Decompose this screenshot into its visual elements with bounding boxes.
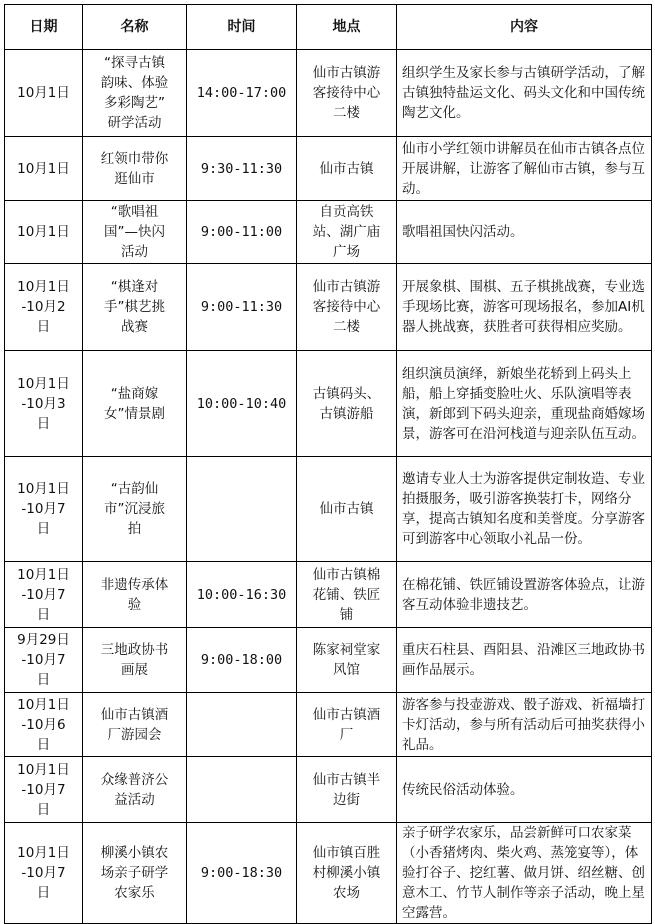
cell-content — [397, 823, 652, 924]
cell-date — [5, 351, 83, 457]
cell-content-text: 仙市小学红领巾讲解员在仙市古镇各点位开展讲解，让游客了解仙市古镇，参与互动。 — [402, 140, 645, 197]
table-row — [5, 693, 652, 757]
table-row — [5, 201, 652, 264]
cell-date-text: 10月1日 -10月7 日 — [17, 481, 70, 537]
cell-name — [83, 562, 187, 628]
cell-time — [187, 693, 297, 757]
cell-time — [187, 457, 297, 562]
cell-content — [397, 50, 652, 137]
cell-name — [83, 628, 187, 693]
cell-content — [397, 628, 652, 693]
cell-place — [297, 264, 397, 351]
cell-time-text: 10:00-10:40 — [196, 395, 287, 412]
cell-place-text: 仙市古镇游 客接待中心 二楼 — [312, 279, 381, 335]
table-row — [5, 628, 652, 693]
cell-place — [297, 201, 397, 264]
cell-date — [5, 264, 83, 351]
cell-place-text: 古镇码头、 古镇游船 — [312, 385, 381, 422]
cell-place — [297, 50, 397, 137]
cell-content-text: 在棉花铺、铁匠铺设置游客体验点，让游客互动体验非遗技艺。 — [402, 576, 645, 613]
cell-name-text: 红领巾带你 逛仙市 — [100, 150, 169, 187]
cell-content — [397, 137, 652, 201]
cell-content-text: 开展象棋、围棋、五子棋挑战赛，专业选手现场比赛，游客可现场报名，参加AI机器人挑战赛，获胜者可获得相应奖励。 — [402, 279, 645, 335]
cell-date-text: 10月1日 — [17, 224, 70, 240]
cell-content-text: 传统民俗活动体验。 — [402, 781, 524, 798]
cell-name — [83, 264, 187, 351]
cell-name-text: “棋逢对 手”棋艺挑 战赛 — [104, 279, 165, 335]
header-time: 时间 — [187, 5, 297, 50]
cell-name — [83, 201, 187, 264]
cell-time-text: 9:00-11:30 — [200, 299, 283, 315]
cell-date-text: 10月1日 -10月7 日 — [17, 845, 70, 901]
cell-content-text: 组织学生及家长参与古镇研学活动，了解古镇独特盐运文化、码头文化和中国传统陶艺文化。 — [402, 65, 645, 121]
cell-content — [397, 562, 652, 628]
cell-time-text: 10:00-16:30 — [196, 586, 287, 603]
cell-place-text: 自贡高铁 站、湖广庙 广场 — [312, 204, 381, 260]
event-schedule-table — [4, 4, 652, 924]
cell-place-text: 仙市镇百胜 村柳溪小镇 农场 — [312, 845, 381, 901]
cell-content-text: 组织演员演绎，新娘坐花轿到上码头上船，船上穿插变脸吐火、乐队演唱等表演，新郎到下码头迎亲，重现盐商婚嫁场景，游客可在沿河栈道与迎亲队伍互动。 — [402, 365, 645, 442]
table-row — [5, 562, 652, 628]
cell-date-text: 10月1日 — [17, 85, 70, 101]
cell-name — [83, 351, 187, 457]
cell-time-text: 14:00-17:00 — [196, 85, 287, 101]
table-row — [5, 823, 652, 924]
cell-name — [83, 757, 187, 823]
cell-content-text: 重庆石柱县、酉阳县、沿滩区三地政协书画作品展示。 — [402, 642, 645, 678]
cell-content — [397, 457, 652, 562]
cell-time — [187, 562, 297, 628]
cell-time-text: 9:00-11:00 — [200, 224, 283, 240]
table-row — [5, 757, 652, 823]
cell-time — [187, 201, 297, 264]
header-content: 内容 — [397, 5, 652, 50]
cell-time — [187, 628, 297, 693]
cell-place — [297, 693, 397, 757]
cell-name-text: 柳溪小镇农 场亲子研学 农家乐 — [100, 845, 169, 901]
cell-time — [187, 50, 297, 137]
cell-place — [297, 757, 397, 823]
cell-date-text: 10月1日 -10月3 日 — [17, 375, 70, 432]
table-row — [5, 457, 652, 562]
cell-name — [83, 693, 187, 757]
cell-place — [297, 628, 397, 693]
cell-time — [187, 137, 297, 201]
cell-name — [83, 823, 187, 924]
cell-name — [83, 457, 187, 562]
cell-date — [5, 457, 83, 562]
cell-date-text: 10月1日 -10月7 日 — [17, 566, 70, 623]
header-place: 地点 — [297, 5, 397, 50]
cell-name-text: 仙市古镇酒 厂游园会 — [100, 706, 169, 743]
cell-content-text: 歌唱祖国快闪活动。 — [402, 224, 524, 240]
table-row — [5, 264, 652, 351]
cell-date — [5, 693, 83, 757]
cell-place — [297, 351, 397, 457]
header-name: 名称 — [83, 5, 187, 50]
cell-name-text: “盐商嫁 女”情景剧 — [104, 385, 165, 422]
cell-place-text: 陈家祠堂家 风馆 — [312, 642, 381, 678]
cell-content — [397, 757, 652, 823]
table-row — [5, 351, 652, 457]
cell-date-text: 10月1日 -10月7 日 — [17, 761, 70, 818]
table-header-row — [5, 5, 652, 50]
cell-date-text: 10月1日 — [17, 160, 70, 177]
header-date: 日期 — [5, 5, 83, 50]
cell-content — [397, 264, 652, 351]
cell-content — [397, 351, 652, 457]
cell-name-text: “歌唱祖 国”—快闪 活动 — [104, 204, 165, 260]
cell-place — [297, 823, 397, 924]
cell-date-text: 10月1日 -10月6 日 — [17, 696, 70, 753]
cell-date — [5, 562, 83, 628]
cell-place — [297, 562, 397, 628]
cell-place-text: 仙市古镇酒 厂 — [312, 706, 381, 743]
table-row — [5, 137, 652, 201]
cell-place-text: 仙市古镇棉 花铺、铁匠 铺 — [312, 566, 381, 623]
cell-place — [297, 137, 397, 201]
cell-name-text: “古韵仙 市”沉浸旅 拍 — [104, 481, 165, 537]
cell-time — [187, 351, 297, 457]
cell-content — [397, 693, 652, 757]
cell-place-text: 仙市古镇半 边街 — [312, 771, 381, 808]
cell-date — [5, 823, 83, 924]
cell-date — [5, 137, 83, 201]
cell-name — [83, 137, 187, 201]
cell-time-text: 9:00-18:00 — [200, 652, 283, 668]
cell-date-text: 9月29日 -10月7 日 — [17, 632, 70, 688]
cell-time — [187, 757, 297, 823]
cell-content-text: 亲子研学农家乐，品尝新鲜可口农家菜（小香猪烤肉、柴火鸡、蒸笼宴等），体验打谷子、挖红薯、做月饼、绍丝糖、创意木工、竹节人制作等亲子活动，晚上星空露营。 — [402, 825, 645, 921]
cell-date — [5, 201, 83, 264]
cell-date — [5, 628, 83, 693]
cell-place — [297, 457, 397, 562]
cell-place-text: 仙市古镇 — [319, 501, 374, 517]
cell-name-text: 三地政协书 画展 — [100, 642, 169, 678]
cell-date-text: 10月1日 -10月2 日 — [17, 279, 70, 335]
cell-place-text: 仙市古镇游 客接待中心 二楼 — [312, 65, 381, 121]
cell-time-text: 9:30-11:30 — [200, 160, 283, 177]
cell-time-text: 9:00-18:30 — [200, 865, 283, 881]
cell-name-text: “探寻古镇 韵味、体验 多彩陶艺” 研学活动 — [100, 55, 169, 131]
cell-name-text: 众缘普济公 益活动 — [100, 771, 169, 808]
cell-content-text: 游客参与投壶游戏、骰子游戏、祈福墙打卡灯活动，参与所有活动后可抽奖获得小礼品。 — [402, 696, 645, 753]
cell-time — [187, 264, 297, 351]
table-row — [5, 50, 652, 137]
cell-time — [187, 823, 297, 924]
cell-content — [397, 201, 652, 264]
cell-date — [5, 757, 83, 823]
cell-content-text: 邀请专业人士为游客提供定制妆造、专业拍摄服务，吸引游客换装打卡，网络分享，提高古镇知名度和美誉度。分享游客可到游客中心领取小礼品一份。 — [402, 471, 645, 547]
cell-name — [83, 50, 187, 137]
cell-date — [5, 50, 83, 137]
cell-place-text: 仙市古镇 — [319, 160, 374, 177]
cell-name-text: 非遗传承体 验 — [100, 576, 169, 613]
